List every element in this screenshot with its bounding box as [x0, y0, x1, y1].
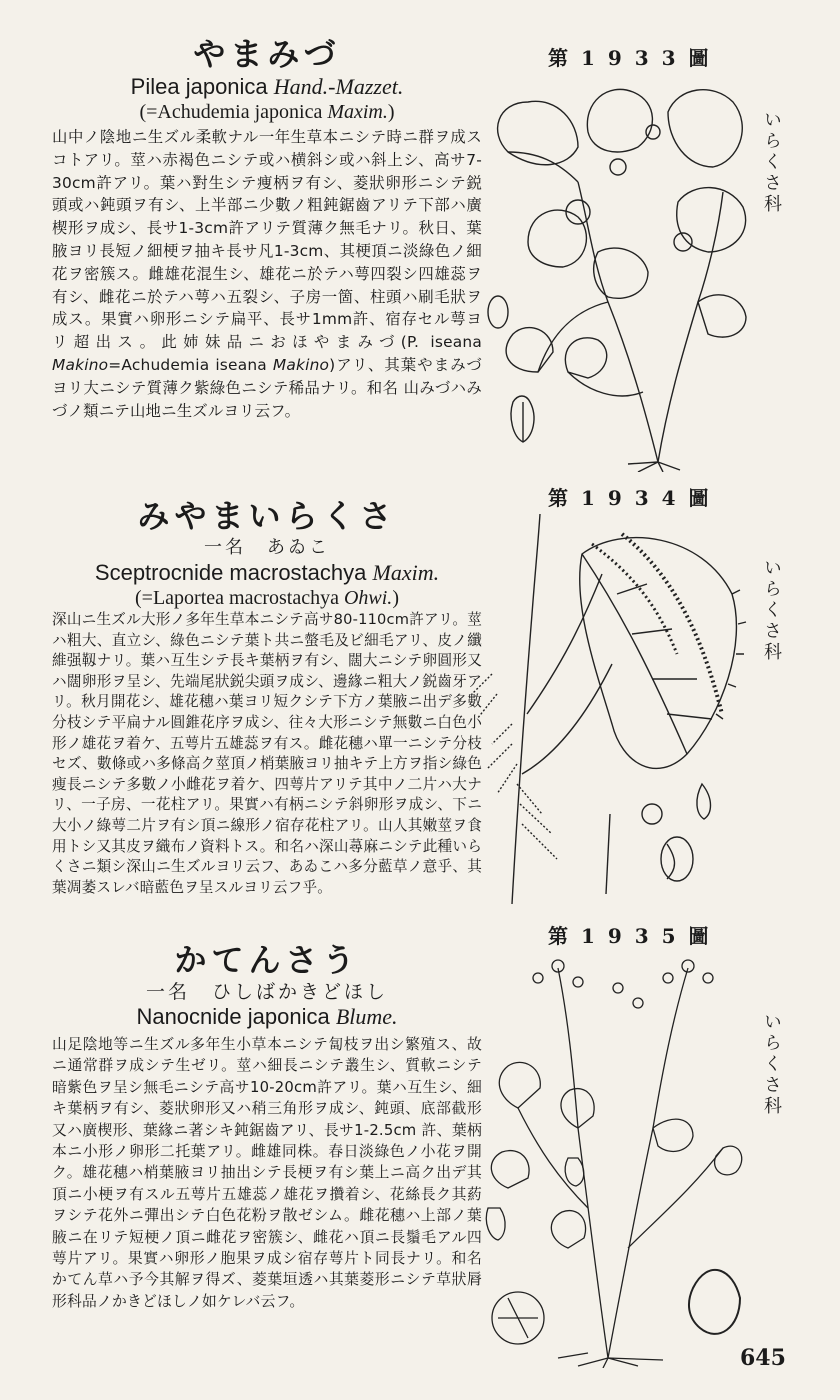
- figure-number: 第 1 9 3 4 圖: [548, 486, 712, 510]
- entry-1934: [0, 480, 840, 920]
- synonym: [52, 586, 482, 610]
- scientific-name: [52, 74, 482, 100]
- family-label: いらくさ科: [761, 1012, 782, 1117]
- description-author: Makino: [272, 355, 330, 374]
- description: 山足陰地等ニ生ズル多年生小草本ニシテ匐枝ヲ出シ繁殖ス、故ニ通常群ヲ成シテ生ゼリ。莖ハ細長ニシテ叢生シ、質軟ニシテ暗紫色ヲ呈シ無毛ニシテ高サ10-20cm許アリ。葉ハ互生シ、細キ葉柄ヲ有シ、菱狀卵形又ハ稍三角形ヲ成シ、鈍頭、底部截形又ハ廣楔形、葉緣ニ著シキ鈍鋸齒アリ、長サ1-2.5cm 許、葉柄本ニ小形ノ卵形二托葉アリ。雌雄同株。春日淡綠色ノ小花ヲ開ク。雄花穗ハ梢葉腋ヨリ抽出シテ長梗ヲ有シ葉上ニ高ク出デ其頂ニ小梗ヲ有スル五萼片五雄蕊ノ雄花ヲ攢着シ、花絲長ク其葯ヲシテ花外ニ彈出シテ白色花粉ヲ散ゼシム。雌花穗ハ上部ノ葉腋ニ在リテ短梗ノ頂ニ雌花ヲ密簇シ、雌花ハ頂ニ長鬚毛アル四萼片アリ。果實ハ卵形ノ胞果ヲ成シ宿存萼片ト同長ナリ。和名 かてん草ハ予今其解ヲ得ズ、菱葉垣透ハ其葉菱形ニシテ草狀脣形科品ノかきどほしノ如ケレバ云フ。: [52, 1036, 482, 1310]
- japanese-name: かてんさう: [174, 941, 360, 979]
- synonym-close: ): [387, 101, 395, 123]
- family-label: いらくさ科: [761, 558, 782, 663]
- synonym-name: (=Achudemia japonica: [139, 101, 328, 123]
- entry-1933: [0, 0, 840, 480]
- illustration-pilea-japonica: [468, 72, 758, 472]
- description-part: =Achudemia iseana: [108, 355, 273, 374]
- synonym: [52, 100, 482, 124]
- scientific-name-author: Blume.: [335, 1004, 398, 1029]
- illustration-sceptrocnide-macrostachya: [472, 514, 752, 904]
- scientific-name-genus-species: Pilea japonica: [130, 74, 268, 99]
- page-number: 645: [740, 1345, 786, 1371]
- synonym-author: Maxim.: [327, 101, 388, 123]
- japanese-name: みやまいらくさ: [137, 497, 397, 535]
- synonym-author: Ohwi.: [343, 587, 393, 609]
- scientific-name-author: Maxim.: [372, 560, 440, 585]
- family-label: いらくさ科: [761, 110, 782, 215]
- description: [52, 126, 482, 422]
- synonym-close: ): [392, 587, 399, 609]
- scientific-name-author: Hand.-Mazzet.: [273, 74, 404, 99]
- scientific-name: [52, 1004, 482, 1030]
- scientific-name-genus-species: Nanocnide japonica: [136, 1004, 330, 1029]
- figure-number: 第 1 9 3 3 圖: [548, 46, 712, 70]
- alternate-name: 一名 ひしばかきどほし: [145, 981, 388, 1003]
- scientific-name-genus-species: Sceptrocnide macrostachya: [94, 560, 367, 585]
- entry-1935: [0, 920, 840, 1400]
- description-part: )アリ、其葉やまみづヨリ大ニシテ質薄ク紫綠色ニシテ稀品ナリ。和名 山みづハみづノ類ニテ山地ニ生ズルヨリ云フ。: [52, 355, 483, 420]
- illustration-nanocnide-japonica: [478, 948, 748, 1368]
- japanese-name: やまみづ: [193, 35, 341, 73]
- alternate-name: 一名 あゐこ: [204, 537, 330, 558]
- figure-number: 第 1 9 3 5 圖: [548, 924, 712, 948]
- description-part: 山中ノ陰地ニ生ズル柔軟ナル一年生草本ニシテ時ニ群ヲ成スコトアリ。莖ハ赤褐色ニシテ或ハ横斜シ或ハ斜上シ、高サ7-30cm許アリ。葉ハ對生シテ痩柄ヲ有シ、菱狀卵形ニシテ鋭頭或ハ鈍頭ヲ有シ、上半部ニ少數ノ粗鈍鋸齒アリテ下部ハ廣楔形ヲ成シ、長サ1-3cm許アリテ質薄ク無毛ナリ。秋日、葉腋ヨリ長短ノ細梗ヲ抽キ長サ凡1-3cm、其梗頂ニ淡綠色ノ細花ヲ密簇ス。雌雄花混生シ、雄花ニ於テハ萼四裂シ四雄蕊ヲ有シ、雌花ニ於テハ萼ハ五裂シ、子房一箇、柱頭ハ刷毛狀ヲ成ス。果實ハ卵形ニシテ扁平、長サ1mm許、宿存セル萼ヨリ超出ス。此姉妹品ニおほやまみづ(P. iseana: [52, 128, 482, 352]
- synonym-name: (=Laportea macrostachya: [135, 587, 344, 609]
- description: 深山ニ生ズル大形ノ多年生草本ニシテ高サ80-110cm許アリ。莖ハ粗大、直立シ、綠色ニシテ葉ト共ニ螫毛及ビ細毛アリ、皮ノ纖維强靱ナリ。葉ハ互生シテ長キ葉柄ヲ有シ、闊大ニシテ卵圓形又ハ闊卵形ヲ呈シ、先端尾狀鋭尖頭ヲ成シ、邊緣ニ粗大ノ鋭齒牙アリ。秋月開花シ、雄花穗ハ葉ヨリ短クシテ下方ノ葉腋ニ出デ多數分枝シテ平扁ナル圓錐花序ヲ成シ、往々大形ニシテ無數ニ白色小形ノ雄花ヲ着ケ、五萼片五雄蕊ヲ有ス。雌花穗ハ單一ニシテ分枝セズ、數條或ハ多條高ク莖頂ノ梢葉腋ヨリ抽キテ上方ヲ指シ綠色痩長ニシテ多數ノ小雌花ヲ着ケ、四萼片アリテ其中ノ二片ハ大ナリ、一子房、一花柱アリ。果實ハ有柄ニシテ斜卵形ヲ成シ、下ニ大小ノ綠萼二片ヲ有シ頂ニ線形ノ宿存花柱アリ。山人其嫩莖ヲ食用トシ又其皮ヲ織布ノ資料トス。和名ハ深山蕁麻ニシテ此種いらくさニ類シ深山ニ生ズルヨリ云フ、あゐこハ多分藍草ノ意乎、其葉凋萎スレバ暗藍色ヲ呈スルヨリ云フ乎。: [52, 611, 482, 896]
- description-author: Makino: [52, 355, 109, 374]
- scientific-name: [52, 560, 482, 586]
